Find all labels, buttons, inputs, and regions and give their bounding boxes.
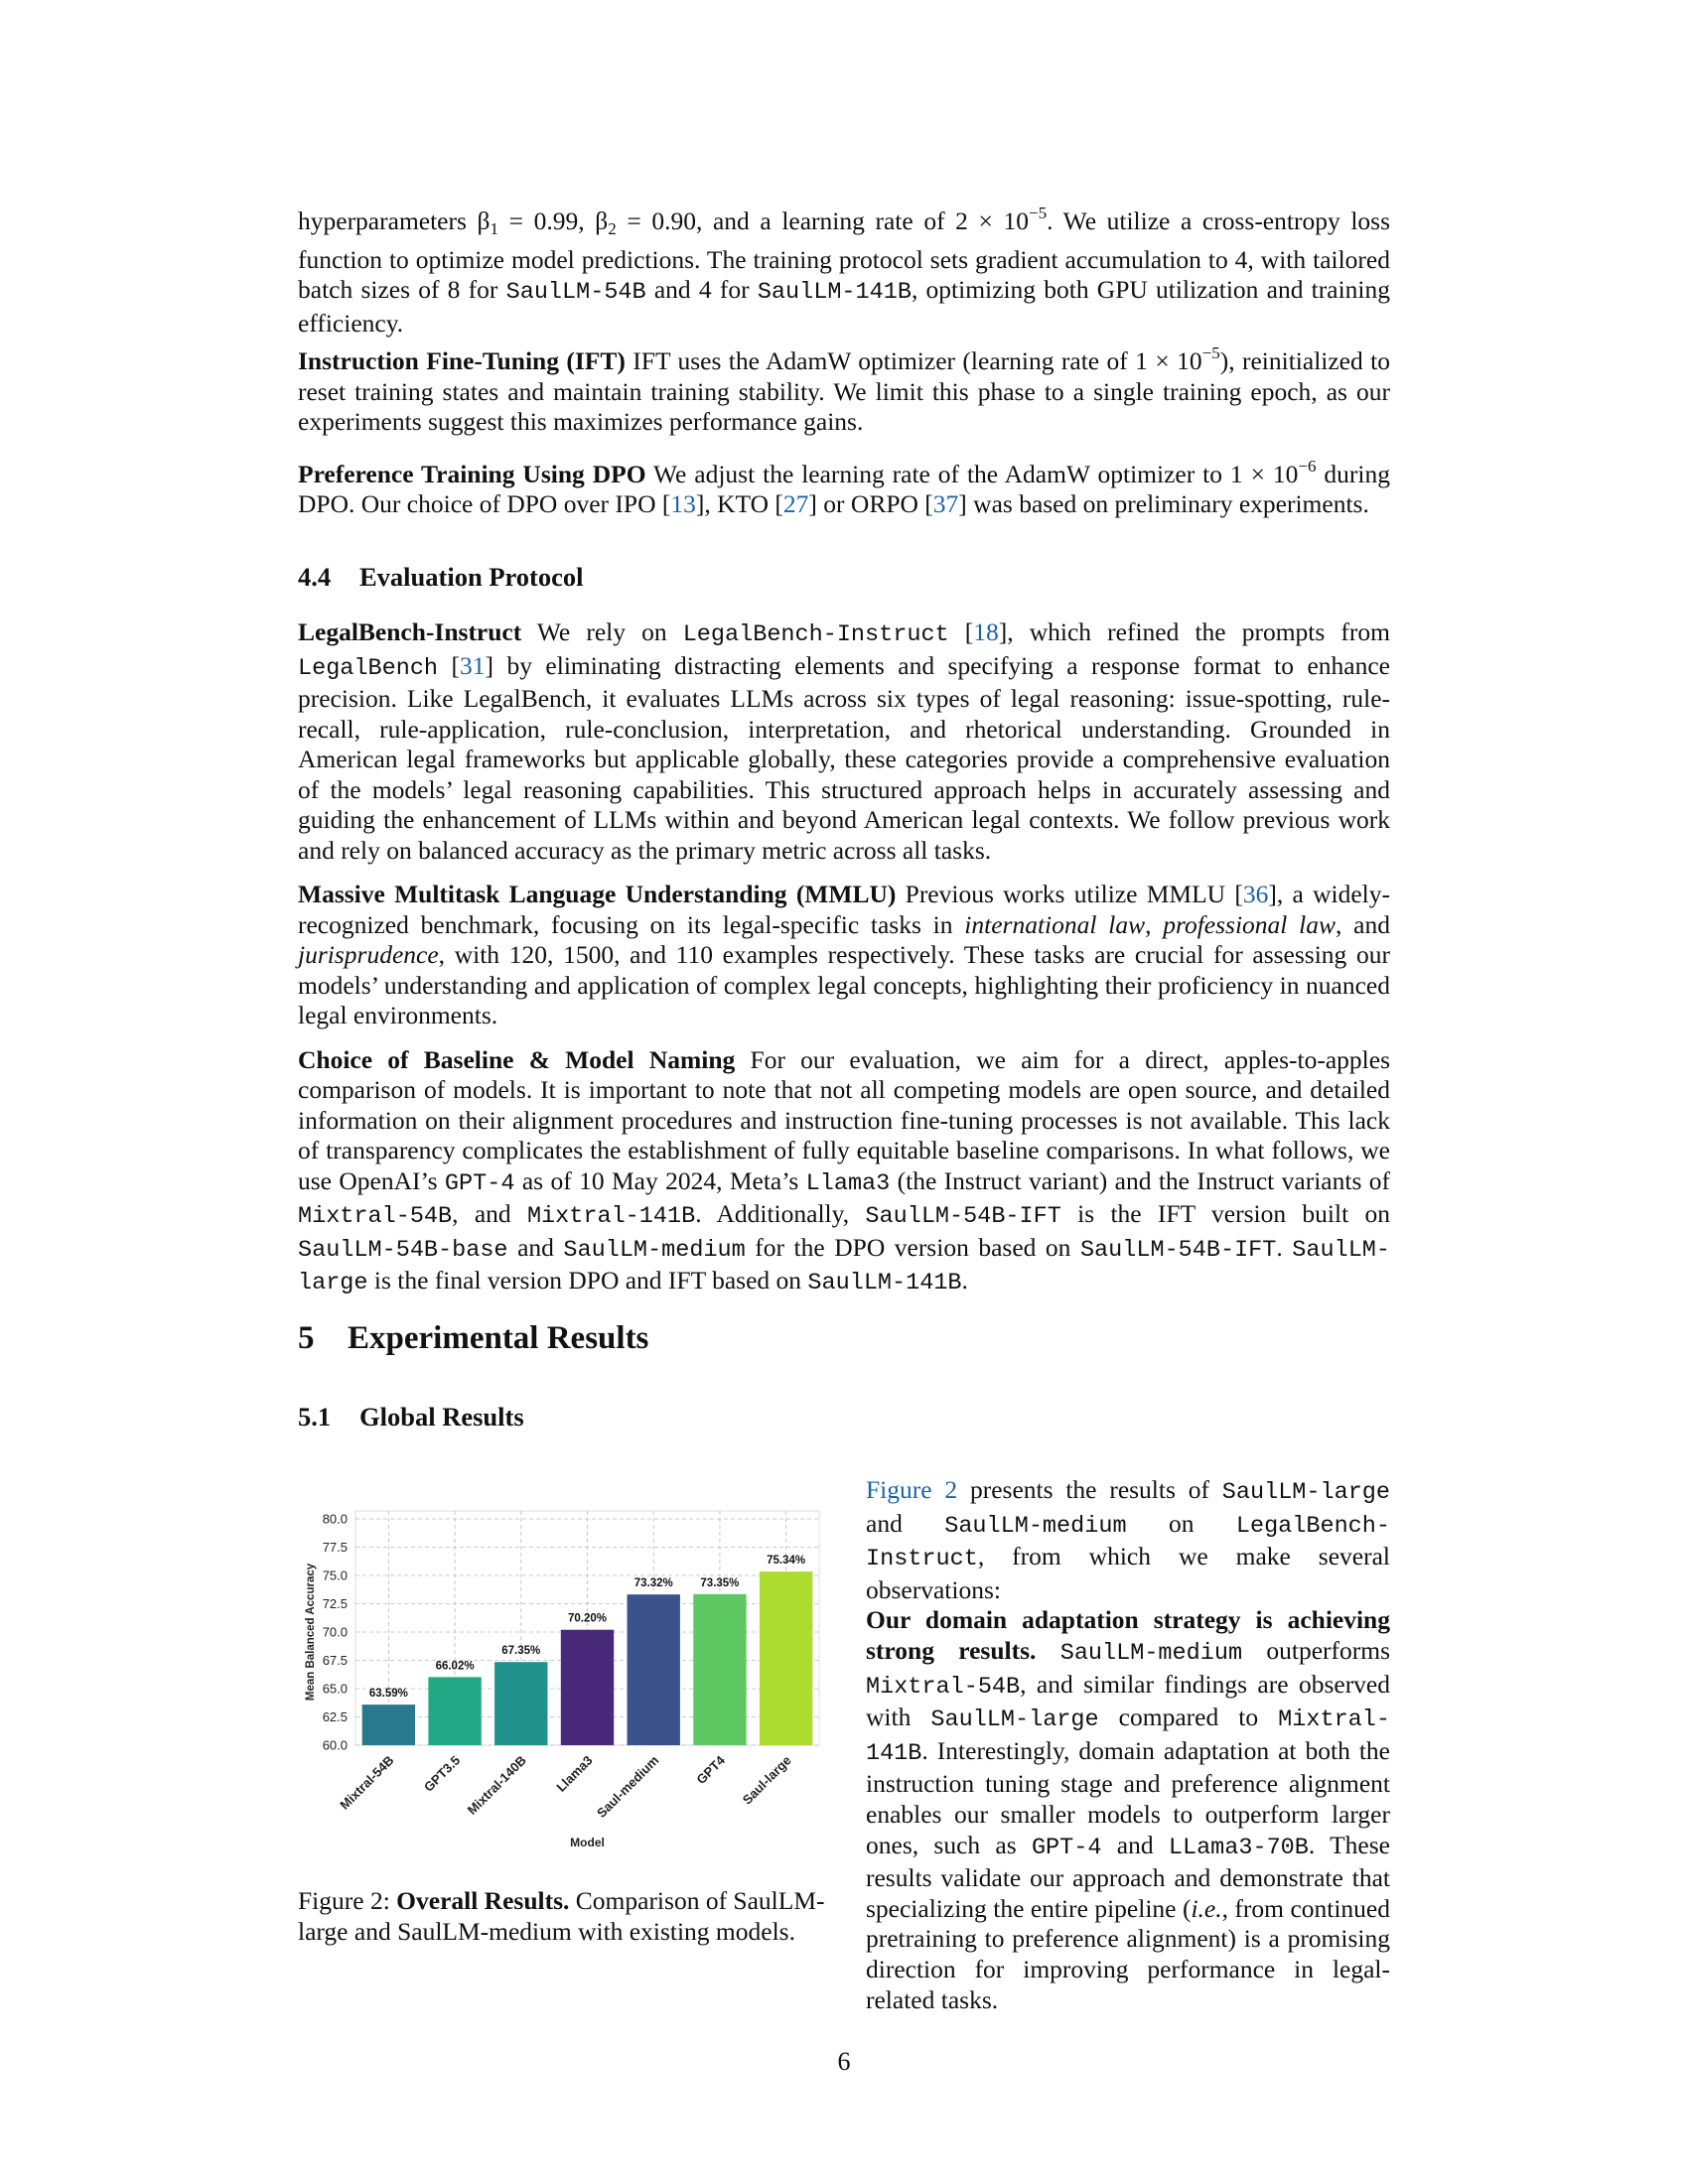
bar-gpt3-5 <box>428 1677 481 1745</box>
citation-link[interactable]: 36 <box>1242 880 1269 908</box>
citation-link[interactable]: 13 <box>670 489 696 518</box>
x-tick-label: Llama3 <box>553 1752 596 1795</box>
intro-paragraph: hyperparameters $\beta_1 = 0.99$, $\beta_2 = 0.90$, and a learning rate of $2 \times 10^{-5}$. We utilize a cross-entropy loss function to optimize model predictions. The training protocol sets gradient accumulation to 4, with tailored batch sizes of 8 for SaulLM-54B and 4 for SaulLM-141B, optimizing both GPU utilization and training efficiency. <box>298 204 1391 338</box>
observation-heading: Our domain adaptation strategy is achieving strong results. <box>866 1605 1390 1665</box>
bar-value-label: 63.59% <box>368 1688 408 1701</box>
bar-value-label: 67.35% <box>501 1645 541 1658</box>
baseline-paragraph: Choice of Baseline & Model Naming For our evaluation, we aim for a direct, apples-to-apples comparison of models. It is important to note that not all competing models are open source, and detailed information on their alignment procedures and instruction fine-tuning processes is not available. This lack of transparency complicates the establishment of fully equitable baseline comparisons. In what follows, we use OpenAI’s GPT-4 as of 10 May 2024, Meta’s Llama3 (the Instruct variant) and the Instruct variants of Mixtral-54B, and Mixtral-141B. Additionally, SaulLM-54B-IFT is the IFT version built on SaulLM-54B-base and SaulLM-medium for the DPO version based on SaulLM-54B-IFT. SaulLM-large is the final version DPO and IFT based on SaulLM-141B. <box>298 1044 1391 1297</box>
bar-llama3 <box>561 1630 614 1745</box>
x-tick-label: GPT4 <box>693 1752 729 1788</box>
bar-saul-medium <box>628 1594 680 1745</box>
section-4-4-heading: 4.4 Evaluation Protocol <box>298 562 584 592</box>
dpo-paragraph: Preference Training Using DPO We adjust the learning rate of the AdamW optimizer to $1 \times 10^{-6}$ during DPO. Our choice of DPO over IPO [13], KTO [27] or ORPO [37] was based on preliminary experiments. <box>298 456 1390 518</box>
citation-link[interactable]: 37 <box>932 489 959 518</box>
bar-mixtral-54b <box>362 1705 415 1745</box>
x-tick-label: Mixtral-54B <box>337 1752 397 1813</box>
citation-link[interactable]: 18 <box>973 617 999 646</box>
y-tick-label: 72.5 <box>322 1596 348 1611</box>
bar-mixtral-140b <box>494 1662 547 1745</box>
section-5-heading: 5 Experimental Results <box>298 1320 649 1356</box>
y-tick-label: 67.5 <box>322 1653 348 1668</box>
evaluation-block <box>298 617 1390 1299</box>
figure-caption: Figure 2: Overall Results. Comparison of SaulLM-large and SaulLM-medium with existing models. <box>298 1886 825 1946</box>
ift-heading: Instruction Fine-Tuning (IFT) <box>298 346 626 375</box>
legalbench-heading: LegalBench-Instruct <box>298 617 522 646</box>
y-tick-label: 62.5 <box>322 1709 348 1724</box>
y-tick-label: 60.0 <box>322 1737 348 1753</box>
bar-saul-large <box>760 1571 812 1745</box>
citation-link[interactable]: 27 <box>782 489 809 518</box>
figure-link[interactable]: Figure 2 <box>866 1475 958 1504</box>
bar-value-label: 73.32% <box>633 1577 673 1590</box>
baseline-heading: Choice of Baseline & Model Naming <box>298 1044 736 1074</box>
overall-results-bar-chart <box>298 1499 834 1856</box>
bar-value-label: 66.02% <box>435 1660 475 1673</box>
mmlu-heading: Massive Multitask Language Understanding (MMLU) <box>298 880 897 908</box>
x-tick-label: Mixtral-140B <box>464 1752 529 1818</box>
ift-paragraph: Instruction Fine-Tuning (IFT) IFT uses the AdamW optimizer (learning rate of $1 \times 10^{-5}$), reinitialized to reset training states and maintain training stability. We limit this phase to a single training epoch, as our experiments suggest this maximizes performance gains. <box>298 343 1390 436</box>
y-tick-label: 70.0 <box>322 1624 348 1640</box>
y-tick-label: 75.0 <box>322 1568 348 1583</box>
section-5-1-heading: 5.1 Global Results <box>298 1402 524 1432</box>
x-tick-label: GPT3.5 <box>420 1752 464 1795</box>
y-tick-label: 80.0 <box>322 1511 348 1527</box>
page-number: 6 <box>837 2047 851 2076</box>
mmlu-paragraph: Massive Multitask Language Understanding (MMLU) Previous works utilize MMLU [36], a widely-recognized benchmark, focusing on its legal-specific tasks in international law, professional law, and jurisprudence, with 120, 1500, and 110 examples respectively. These tasks are crucial for assessing our models’ understanding and application of complex legal concepts, highlighting their proficiency in nuanced legal environments. <box>298 880 1391 1029</box>
bar-value-label: 70.20% <box>567 1612 608 1625</box>
dpo-heading: Preference Training Using DPO <box>298 459 646 488</box>
observation-paragraph: Our domain adaptation strategy is achieving strong results. SaulLM-medium outperforms Mixtral-54B, and similar findings are observed with SaulLM-large compared to Mixtral-141B. Interestingly, domain adaptation at both the instruction tuning stage and preference alignment enables our smaller models to outperform larger ones, such as GPT-4 and LLama3-70B. These results validate our approach and demonstrate that specializing the entire pipeline (i.e., from continued pretraining to preference alignment) is a promising direction for improving performance in legal-related tasks. <box>866 1605 1390 2014</box>
bar-value-label: 73.35% <box>700 1576 740 1589</box>
results-discussion <box>866 1475 1390 2015</box>
y-axis-title: Mean Balanced Accuracy <box>305 1563 317 1702</box>
x-axis-title: Model <box>570 1836 605 1849</box>
top-text-block <box>298 199 1390 520</box>
results-paragraph: Figure 2 presents the results of SaulLM-large and SaulLM-medium on LegalBench-Instruct, from which we make several observations: <box>866 1475 1391 1604</box>
y-tick-label: 77.5 <box>322 1540 348 1555</box>
x-tick-label: Saul-medium <box>594 1752 662 1821</box>
bar-value-label: 75.34% <box>767 1555 806 1568</box>
bar-gpt4 <box>693 1594 746 1745</box>
legalbench-paragraph: LegalBench-Instruct We rely on LegalBench-Instruct [18], which refined the prompts from LegalBench [31] by eliminating distracting elements and specifying a response format to enhance precision. Like LegalBench, it evaluates LLMs across six types of legal reasoning: issue-spotting, rule-recall, rule-application, rule-conclusion, interpretation, and rhetorical understanding. Grounded in American legal frameworks but applicable globally, these categories provide a comprehensive evaluation of the models’ legal reasoning capabilities. This structured approach helps in accurately assessing and guiding the enhancement of LLMs within and beyond American legal contexts. We follow previous work and rely on balanced accuracy as the primary metric across all tasks. <box>298 617 1390 865</box>
citation-link[interactable]: 31 <box>460 650 486 680</box>
y-tick-label: 65.0 <box>322 1681 348 1697</box>
x-tick-label: Saul-large <box>739 1752 794 1808</box>
